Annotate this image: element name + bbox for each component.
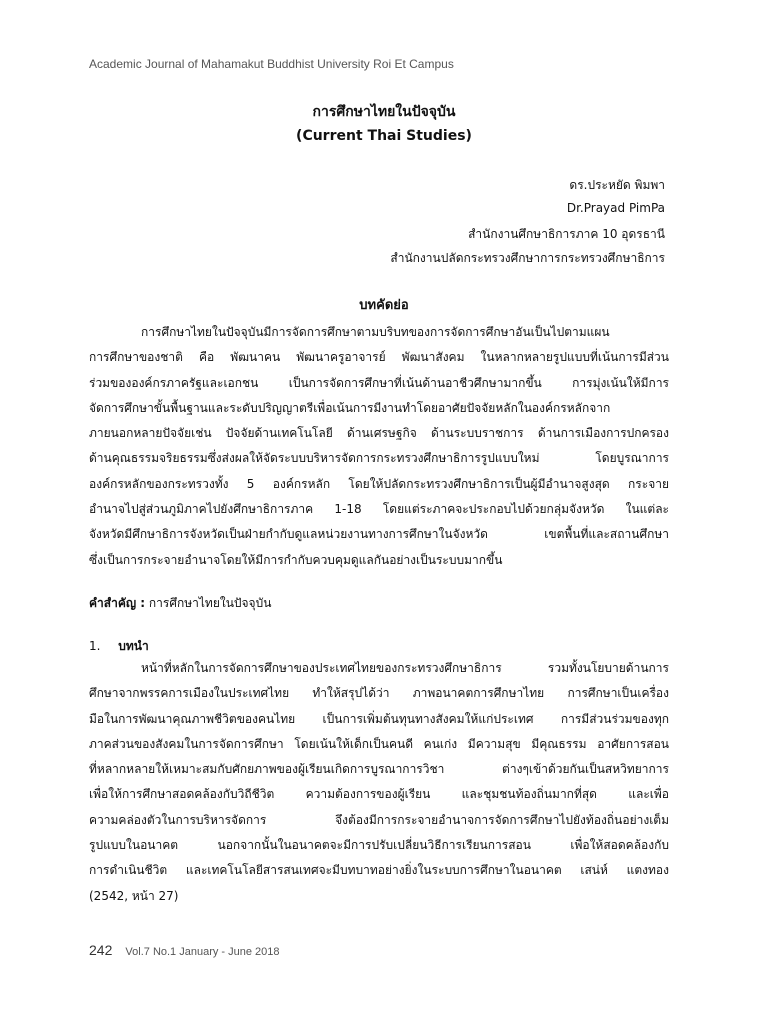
abstract-line: ร่วมขององค์กรภาครัฐและเอกชน เป็นการจัดการศึกษาที่เน้นด้านอาชีวศึกษามากขึ้น การมุ่งเน้นให้มีการ [89, 375, 669, 390]
abstract-line: การศึกษาไทยในปัจจุบันมีการจัดการศึกษาตามบริบทของการจัดการศึกษาอันเป็นไปตามแผน [141, 325, 610, 339]
abstract-line: การศึกษาของชาติ คือ พัฒนาคน พัฒนาครูอาจารย์ พัฒนาสังคม ในหลากหลายรูปแบบที่เน้นการมีส่วน [89, 350, 669, 365]
intro-line: ความคล่องตัวในการบริหารจัดการ จึงต้องมีการกระจายอำนาจการจัดการศึกษาไปยังท้องถิ่นอย่างเต็ม [89, 812, 669, 827]
section-number: 1. [89, 639, 101, 653]
page-footer [89, 942, 280, 958]
intro-line: การดำเนินชีวิต และเทคโนโลยีสารสนเทศจะมีบทบาทอย่างยิ่งในระบบการศึกษาในอนาคต เสน่ห์ แตงทอง [89, 863, 669, 878]
abstract-line: องค์กรหลักของกระทรวงทั้ง 5 องค์กรหลัก โดยให้ปลัดกระทรวงศึกษาธิการเป็นผู้มีอำนาจสูงสุด กระจาย [89, 476, 669, 491]
page-number: 242 [89, 942, 113, 958]
section-title: บทนำ [118, 639, 149, 653]
article-title-english: (Current Thai Studies) [296, 128, 472, 144]
intro-line: ที่หลากหลายให้เหมาะสมกับศักยภาพของผู้เรียนเกิดการบูรณาการวิชา ต่างๆเข้าด้วยกันเป็นสหวิทยาการ [89, 762, 669, 777]
author-affiliation-regional: สำนักงานศึกษาธิการภาค 10 อุดรธานี [468, 227, 665, 241]
abstract-line: อำนาจไปสู่ส่วนภูมิภาคไปยังศึกษาธิการภาค 1-18 โดยแต่ระภาคจะประกอบไปด้วยกลุ่มจังหวัด ในแต่ละ [89, 502, 669, 517]
abstract-heading: บทคัดย่อ [359, 298, 409, 313]
abstract-paragraph [89, 320, 669, 573]
keywords [89, 594, 271, 613]
intro-line: มือในการพัฒนาคุณภาพชีวิตของคนไทย เป็นการเพิ่มต้นทุนทางสังคมให้แก่ประเทศ การมีส่วนร่วมของทุก [89, 711, 669, 726]
author-name-english: Dr.Prayad PimPa [566, 201, 665, 215]
intro-line: หน้าที่หลักในการจัดการศึกษาของประเทศไทยของกระทรวงศึกษาธิการ รวมทั้งนโยบายด้านการ [141, 661, 669, 675]
author-affiliation-ministry: สำนักงานปลัดกระทรวงศึกษาการกระทรวงศึกษาธิการ [390, 251, 665, 265]
abstract-line: จังหวัดมีศึกษาธิการจังหวัดเป็นฝ่ายกำกับดูแลหน่วยงานทางการศึกษาในจังหวัด เขตพื้นที่และสถานศึกษา [89, 527, 669, 542]
introduction-paragraph [89, 656, 669, 909]
author-name-thai: ดร.ประหยัด พิมพา [569, 178, 665, 192]
running-header: Academic Journal of Mahamakut Buddhist University Roi Et Campus [89, 57, 454, 71]
intro-line: รูปแบบในอนาคต นอกจากนั้นในอนาคตจะมีการปรับเปลี่ยนวิธีการเรียนการสอน เพื่อให้สอดคล้องกับ [89, 838, 669, 853]
abstract-line: ซึ่งเป็นการกระจายอำนาจโดยให้มีการกำกับควบคุมดูแลกันอย่างเป็นระบบมากขึ้น [89, 552, 503, 567]
article-title-thai: การศึกษาไทยในปัจจุบัน [312, 104, 456, 120]
intro-line: เพื่อให้การศึกษาสอดคล้องกับวิถีชีวิต ความต้องการของผู้เรียน และชุมชนท้องถิ่นมากที่สุด และเพื่อ [89, 787, 669, 802]
abstract-line: จัดการศึกษาขั้นพื้นฐานและระดับปริญญาตรีเพื่อเน้นการมีงานทำโดยอาศัยปัจจัยหลักในองค์กรหลักจาก [89, 400, 611, 415]
intro-line: (2542, หน้า 27) [89, 888, 179, 903]
section-heading [89, 637, 149, 656]
keywords-value: การศึกษาไทยในปัจจุบัน [148, 596, 272, 610]
intro-line: ภาคส่วนของสังคมในการจัดการศึกษา โดยเน้นให้เด็กเป็นคนดี คนเก่ง มีความสุข มีคุณธรรม อาศัยการสอน [89, 736, 669, 751]
abstract-line: ด้านคุณธรรมจริยธรรมซึ่งส่งผลให้จัดระบบบริหารจัดการกระทรวงศึกษาธิการรูปแบบใหม่ โดยบูรณาการ [89, 451, 669, 466]
issue-info: Vol.7 No.1 January - June 2018 [125, 946, 280, 958]
keywords-label: คำสำคัญ : [89, 596, 146, 610]
intro-line: ศึกษาจากพรรคการเมืองในประเทศไทย ทำให้สรุปได้ว่า ภาพอนาคตการศึกษาไทย การศึกษาเป็นเครื่อง [89, 686, 669, 701]
abstract-line: ภายนอกหลายปัจจัยเช่น ปัจจัยด้านเทคโนโลยี ด้านเศรษฐกิจ ด้านระบบราชการ ด้านการเมืองการปกครอง [89, 426, 669, 441]
